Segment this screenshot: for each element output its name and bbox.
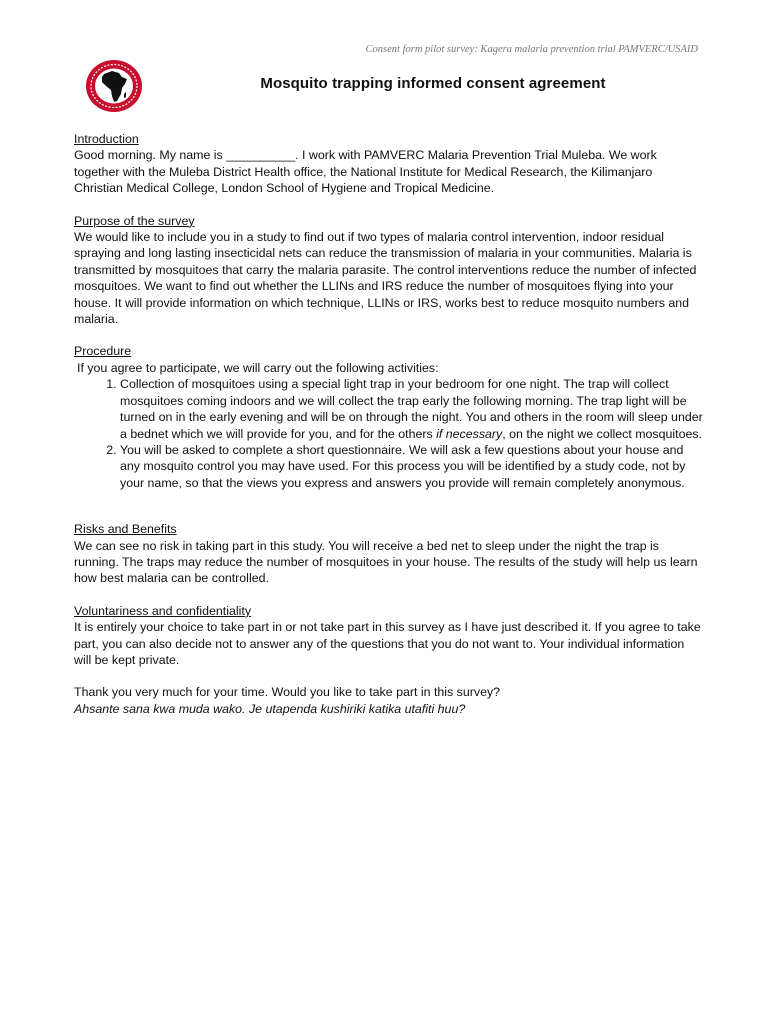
introduction-text: Good morning. My name is __________. I work with PAMVERC Malaria Prevention Trial Muleba. We work together with the Muleba District Health office, the National Institute for Medical Research, the Kilimanjaro Christian Medical College, London School of Hygiene and Tropical Medicine. [74,148,657,196]
document-body [74,131,704,717]
purpose-text: We would like to include you in a study to find out if two types of malaria control intervention, indoor residual spraying and long lasting insecticidal nets can reduce the transmission of malaria in your communities. Malaria is transmitted by mosquitoes that carry the malaria parasite. The control interventions reduce the number of infected mosquitoes. We want to find out whether the LLINs and IRS reduce the number of mosquitoes flying into your house. It will provide information on which technique, LLINs or IRS, works best to reduce mosquito numbers and malaria. [74,230,697,327]
procedure-item-1: 1. Collection of mosquitoes using a special light trap in your bedroom for one night. The trap will collect mosquitoes coming indoors and we will collect the trap early the following morning. The trap light will be turned on in the early evening and will be on through the night. You and others in the room will sleep under a bednet which we will provide for you, and for the others if necessary, on the night we collect mosquitoes. [120,376,704,442]
procedure-section [74,343,704,491]
purpose-section [74,213,704,328]
introduction-section [74,131,704,197]
risks-heading: Risks and Benefits [74,522,177,537]
voluntariness-section [74,603,704,669]
closing-english: Thank you very much for your time. Would you like to take part in this survey? [74,685,501,700]
voluntariness-text: It is entirely your choice to take part in or not take part in this survey as I have just described it. If you agree to take part, you can also decide not to answer any of the questions that you do not want to. Your individual information will be kept private. [74,620,701,667]
header-note: Consent form pilot survey: Kagera malaria prevention trial PAMVERC/USAID [365,44,698,55]
procedure-intro: If you agree to participate, we will carry out the following activities: [77,360,439,375]
procedure-list [74,376,704,491]
page-title: Mosquito trapping informed consent agreement [260,75,606,92]
closing-section [74,684,704,717]
risks-text: We can see no risk in taking part in this study. You will receive a bed net to sleep under the night the trap is running. The traps may reduce the number of mosquitoes in your house. The results of the study will help us learn how best malaria can be controlled. [74,538,698,586]
purpose-heading: Purpose of the survey [74,213,195,228]
voluntariness-heading: Voluntariness and confidentiality [74,603,252,618]
procedure-heading: Procedure [74,344,132,359]
procedure-item-2: 2. You will be asked to complete a short questionnaire. We will ask a few questions about your house and any mosquito control you may have used. For this process you will be identified by a study code, not by your name, so that the views you express and answers you provide will remain completely anonymous. [120,442,704,491]
introduction-heading: Introduction [74,132,139,146]
closing-swahili: Ahsante sana kwa muda wako. Je utapenda kushiriki katika utafiti huu? [74,701,466,716]
risks-section [74,521,704,587]
